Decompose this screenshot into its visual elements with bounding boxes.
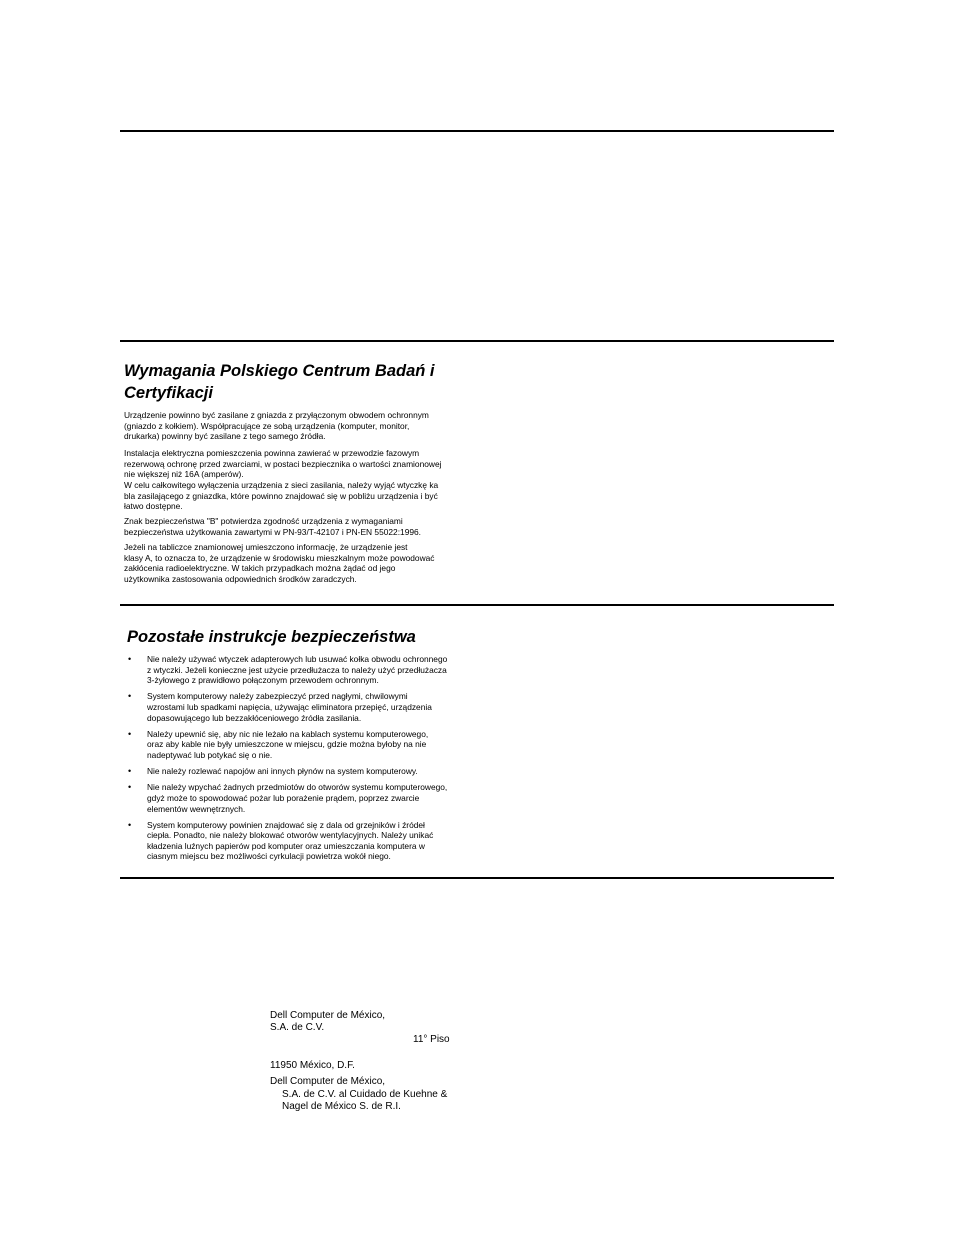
paragraph-line: rezerwową ochronę przed zwarciami, w postaci bezpiecznika o wartości znamionowej — [124, 458, 442, 469]
certification-paragraph — [124, 516, 524, 537]
list-item-line: wzrostami lub spadkami napięcia, używając eliminatora przepięć, urządzenia — [147, 701, 432, 712]
list-item-line: z wtyczki. Jeżeli konieczne jest użycie przedłużacza to należy użyć przedłużacza — [147, 664, 447, 675]
list-item — [128, 820, 528, 862]
divider-before-safety — [120, 604, 834, 606]
bullet-icon: • — [128, 819, 132, 830]
list-item — [128, 782, 528, 814]
address-line-7: Nagel de México S. de R.I. — [282, 1101, 401, 1112]
bullet-icon: • — [128, 654, 132, 664]
list-item-line: nadeptywać lub potykać się o nie. — [147, 749, 273, 760]
paragraph-line: Jeżeli na tabliczce znamionowej umieszczono informację, że urządzenie jest — [124, 542, 408, 552]
bullet-icon: • — [128, 766, 132, 777]
address-line-5: Dell Computer de México, — [270, 1076, 386, 1087]
section-title-safety: Pozostałe instrukcje bezpieczeństwa — [127, 628, 416, 646]
address-line-2: S.A. de C.V. — [270, 1022, 325, 1033]
list-item-line: gdyż może to spowodować pożar lub porażenie prądem, poprzez zwarcie — [147, 792, 420, 803]
paragraph-line: Urządzenie powinno być zasilane z gniazda z przyłączonym obwodem ochronnym — [124, 410, 429, 420]
list-item-line: ciepła. Ponadto, nie należy blokować otworów wentylacyjnych. Należy unikać — [147, 830, 434, 841]
paragraph-line: klasy A, to oznacza to, że urządzenie w środowisku mieszkalnym może powodować — [124, 552, 435, 563]
list-item-line: oraz aby kable nie były umieszczone w miejscu, gdzie można byłoby na nie — [147, 739, 427, 750]
list-item-line: Nie należy wpychać żadnych przedmiotów do otworów systemu komputerowego, — [147, 782, 448, 793]
paragraph-line: bla zasilającego z gniazdka, które powinno znajdować się w pobliżu urządzenia i być — [124, 490, 438, 501]
address-line-1: Dell Computer de México, — [270, 1010, 386, 1021]
paragraph-line: W celu całkowitego wyłączenia urządzenia z sieci zasilania, należy wyjąć wtyczkę ka — [124, 480, 439, 490]
list-item-line: Należy upewnić się, aby nic nie leżało na kablach systemu komputerowego, — [147, 728, 429, 739]
paragraph-line: użytkownika zastosowania odpowiednich środków zaradczych. — [124, 573, 357, 584]
list-item — [128, 691, 528, 723]
address-line-4: 11950 México, D.F. — [270, 1060, 355, 1071]
paragraph-line: zakłócenia radioelektryczne. W takich przypadkach można żądać od jego — [124, 563, 396, 574]
bullet-icon: • — [128, 728, 132, 739]
list-item-line: System komputerowy należy zabezpieczyć przed nagłymi, chwilowymi — [147, 691, 408, 702]
list-item — [128, 654, 528, 686]
paragraph-line: Instalacja elektryczna pomieszczenia powinna zawierać w przewodzie fazowym — [124, 448, 420, 458]
divider-before-certification — [120, 340, 834, 342]
section-title-line1: Wymagania Polskiego Centrum Badań i — [124, 362, 435, 380]
address-line-6: S.A. de C.V. al Cuidado de Kuehne & — [282, 1089, 448, 1100]
paragraph-line: bezpieczeństwa użytkowania zawartymi w PN-93/T-42107 i PN-EN 55022:1996. — [124, 526, 421, 537]
paragraph-line: łatwo dostępne. — [124, 501, 183, 512]
paragraph-line: drukarka) powinny być zasilane z tego samego źródła. — [124, 431, 326, 442]
divider-bottom — [120, 877, 834, 879]
list-item-line: 3-żyłowego z prawidłowo połączonym przewodem ochronnym. — [147, 675, 379, 686]
list-item-line: Nie należy rozlewać napojów ani innych płynów na system komputerowy. — [147, 766, 418, 777]
certification-paragraph — [124, 410, 524, 442]
bullet-icon: • — [128, 782, 132, 793]
certification-paragraph — [124, 448, 524, 480]
list-item-line: kładzenia luźnych papierów pod komputer oraz umieszczania komputera w — [147, 840, 425, 851]
list-item-line: dopasowującego lub bezzakłóceniowego źródła zasilania. — [147, 712, 362, 723]
list-item — [128, 729, 528, 761]
paragraph-line: nie większej niż 16A (amperów). — [124, 469, 244, 480]
divider-top — [120, 130, 834, 132]
section-title-line2: Certyfikacji — [124, 384, 213, 402]
list-item-line: elementów wewnętrznych. — [147, 803, 246, 814]
paragraph-line: Znak bezpieczeństwa "B" potwierdza zgodność urządzenia z wymaganiami — [124, 516, 403, 526]
certification-paragraph — [124, 542, 524, 584]
certification-paragraph — [124, 480, 524, 512]
list-item-line: ciasnym miejscu bez możliwości cyrkulacji powietrza wokół niego. — [147, 851, 391, 862]
list-item-line: System komputerowy powinien znajdować się z dala od grzejników i źródeł — [147, 819, 425, 830]
bullet-icon: • — [128, 691, 132, 702]
list-item — [128, 766, 528, 777]
safety-instructions-list — [128, 654, 528, 868]
paragraph-line: (gniazdo z kołkiem). Współpracujące ze sobą urządzenia (komputer, monitor, — [124, 420, 410, 431]
section-title-certification — [124, 360, 435, 404]
address-line-3: 11° Piso — [413, 1034, 450, 1045]
list-item-line: Nie należy używać wtyczek adapterowych lub usuwać kołka obwodu ochronnego — [147, 654, 448, 664]
